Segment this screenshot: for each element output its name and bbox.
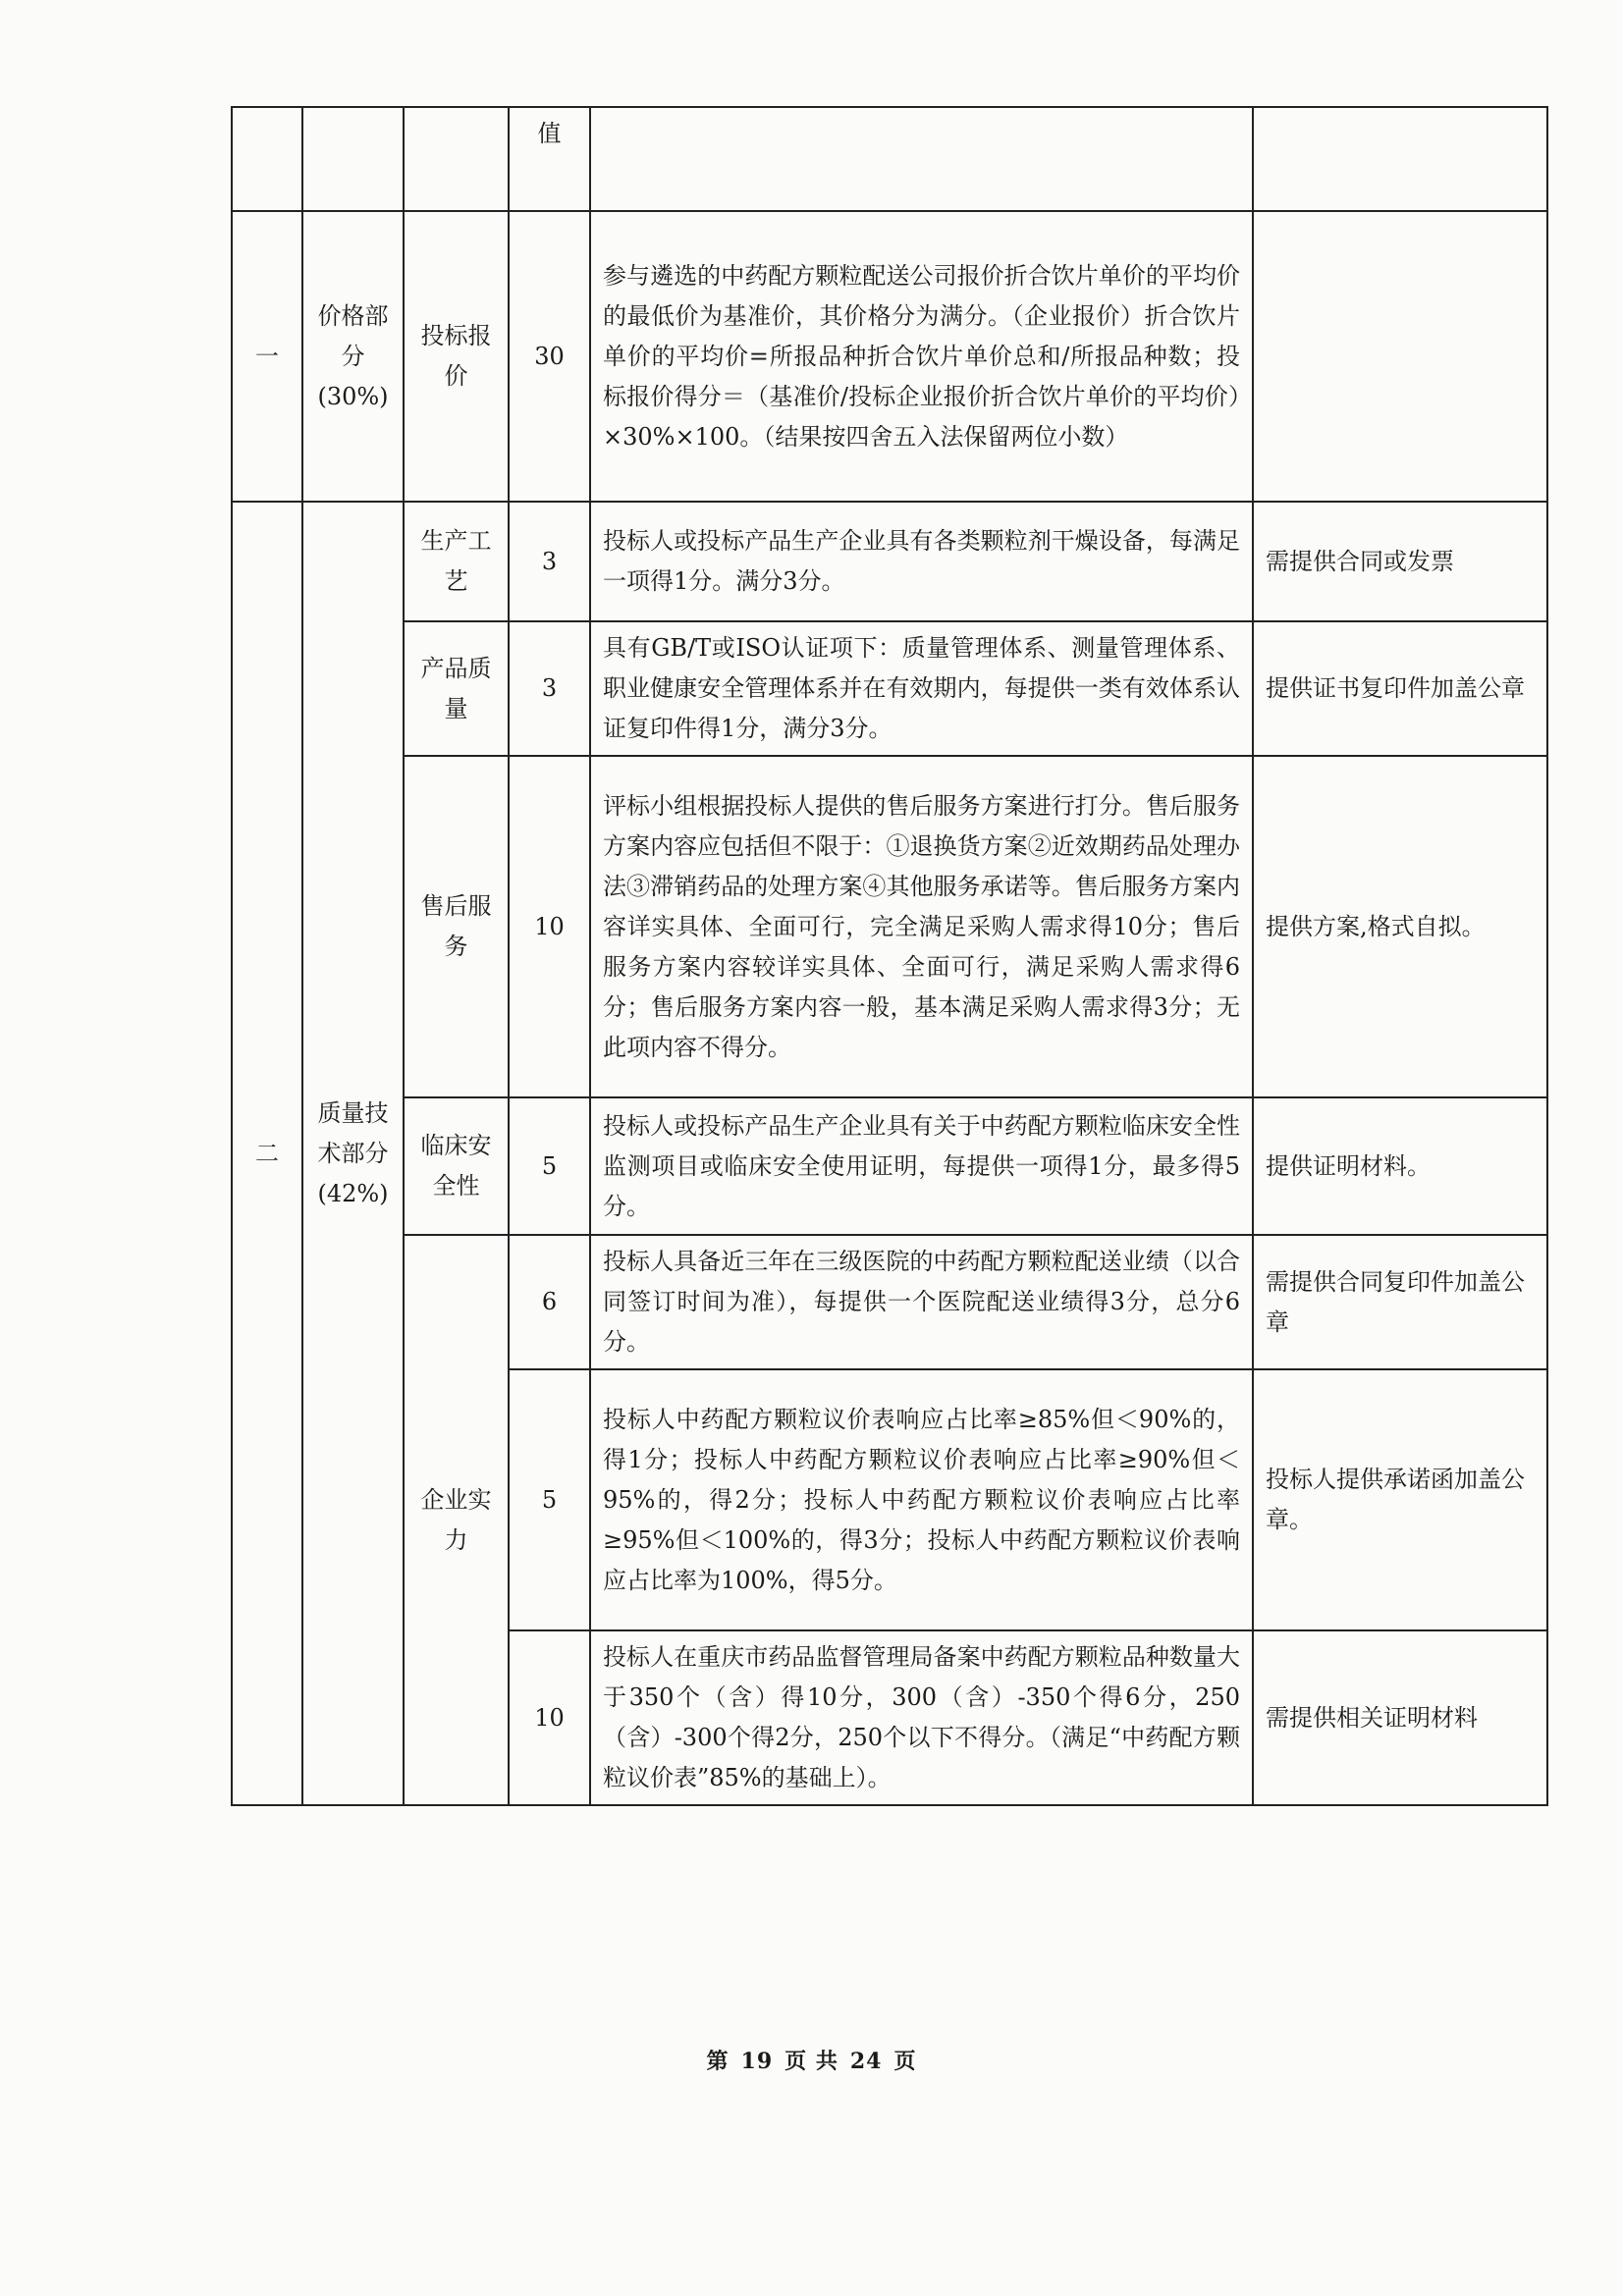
item-description: 投标人或投标产品生产企业具有关于中药配方颗粒临床安全性监测项目或临床安全使用证明，每提供一项得1分，最多得5分。: [590, 1097, 1253, 1235]
item-score: 5: [509, 1097, 590, 1235]
footer-total-pages: 24: [849, 2049, 883, 2074]
item-score: 30: [509, 211, 590, 502]
item-score: 3: [509, 621, 590, 756]
item-description: 投标人或投标产品生产企业具有各类颗粒剂干燥设备，每满足一项得1分。满分3分。: [590, 502, 1253, 621]
item-note: 需提供合同或发票: [1253, 502, 1547, 621]
process-row: [232, 502, 1547, 621]
item-description: 评标小组根据投标人提供的售后服务方案进行打分。售后服务方案内容应包括但不限于：①退换货方案②近效期药品处理办法③滞销药品的处理方案④其他服务承诺等。售后服务方案内容详实具体、全面可行，完全满足采购人需求得10分；售后服务方案内容较详实具体、全面可行，满足采购人需求得6分；售后服务方案内容一般，基本满足采购人需求得3分；无此项内容不得分。: [590, 756, 1253, 1097]
item-name: 投标报价: [404, 211, 509, 502]
section-category: 质量技术部分(42%): [302, 502, 404, 1805]
footer-page-number: 19: [740, 2049, 774, 2074]
safety-row: [232, 1097, 1547, 1235]
section-number: 二: [232, 502, 302, 1805]
item-note: 需提供合同复印件加盖公章: [1253, 1235, 1547, 1369]
item-description: 具有GB/T或ISO认证项下：质量管理体系、测量管理体系、职业健康安全管理体系并在有效期内，每提供一类有效体系认证复印件得1分，满分3分。: [590, 621, 1253, 756]
enterprise-row-1: [232, 1235, 1547, 1369]
page-footer: [0, 2045, 1623, 2075]
item-score: 10: [509, 1630, 590, 1805]
item-score: 6: [509, 1235, 590, 1369]
service-row: [232, 756, 1547, 1097]
item-name: 售后服务: [404, 756, 509, 1097]
item-name: 企业实力: [404, 1235, 509, 1805]
price-row: [232, 211, 1547, 502]
item-note: 提供证书复印件加盖公章: [1253, 621, 1547, 756]
item-name: 生产工艺: [404, 502, 509, 621]
item-note: 需提供相关证明材料: [1253, 1630, 1547, 1805]
quality-row: [232, 621, 1547, 756]
item-score: 5: [509, 1369, 590, 1630]
section-number: 一: [232, 211, 302, 502]
item-note: [1253, 211, 1547, 502]
item-description: 投标人中药配方颗粒议价表响应占比率≥85%但＜90%的，得1分；投标人中药配方颗粒议价表响应占比率≥90%但＜95%的，得2分；投标人中药配方颗粒议价表响应占比率≥95%但＜100%的，得3分；投标人中药配方颗粒议价表响应占比率为100%，得5分。: [590, 1369, 1253, 1630]
item-name: 产品质量: [404, 621, 509, 756]
item-note: 提供证明材料。: [1253, 1097, 1547, 1235]
section-category: 价格部分(30%): [302, 211, 404, 502]
item-note: 提供方案,格式自拟。: [1253, 756, 1547, 1097]
item-description: 参与遴选的中药配方颗粒配送公司报价折合饮片单价的平均价的最低价为基准价，其价格分为满分。（企业报价）折合饮片单价的平均价=所报品种折合饮片单价总和/所报品种数；投标报价得分＝（基准价/投标企业报价折合饮片单价的平均价）×30%×100。（结果按四舍五入法保留两位小数）: [590, 211, 1253, 502]
footer-middle: 页 共: [784, 2049, 839, 2074]
header-score-tail: 值: [509, 107, 590, 211]
item-description: 投标人具备近三年在三级医院的中药配方颗粒配送业绩（以合同签订时间为准），每提供一个医院配送业绩得3分，总分6分。: [590, 1235, 1253, 1369]
item-score: 3: [509, 502, 590, 621]
footer-suffix: 页: [893, 2049, 917, 2074]
item-note: 投标人提供承诺函加盖公章。: [1253, 1369, 1547, 1630]
header-row: [232, 107, 1547, 211]
item-score: 10: [509, 756, 590, 1097]
footer-prefix: 第: [706, 2049, 730, 2074]
item-description: 投标人在重庆市药品监督管理局备案中药配方颗粒品种数量大于350个（含）得10分，300（含）-350个得6分，250（含）-300个得2分，250个以下不得分。（满足“中药配方颗粒议价表”85%的基础上）。: [590, 1630, 1253, 1805]
item-name: 临床安全性: [404, 1097, 509, 1235]
scoring-table: [231, 106, 1548, 1806]
